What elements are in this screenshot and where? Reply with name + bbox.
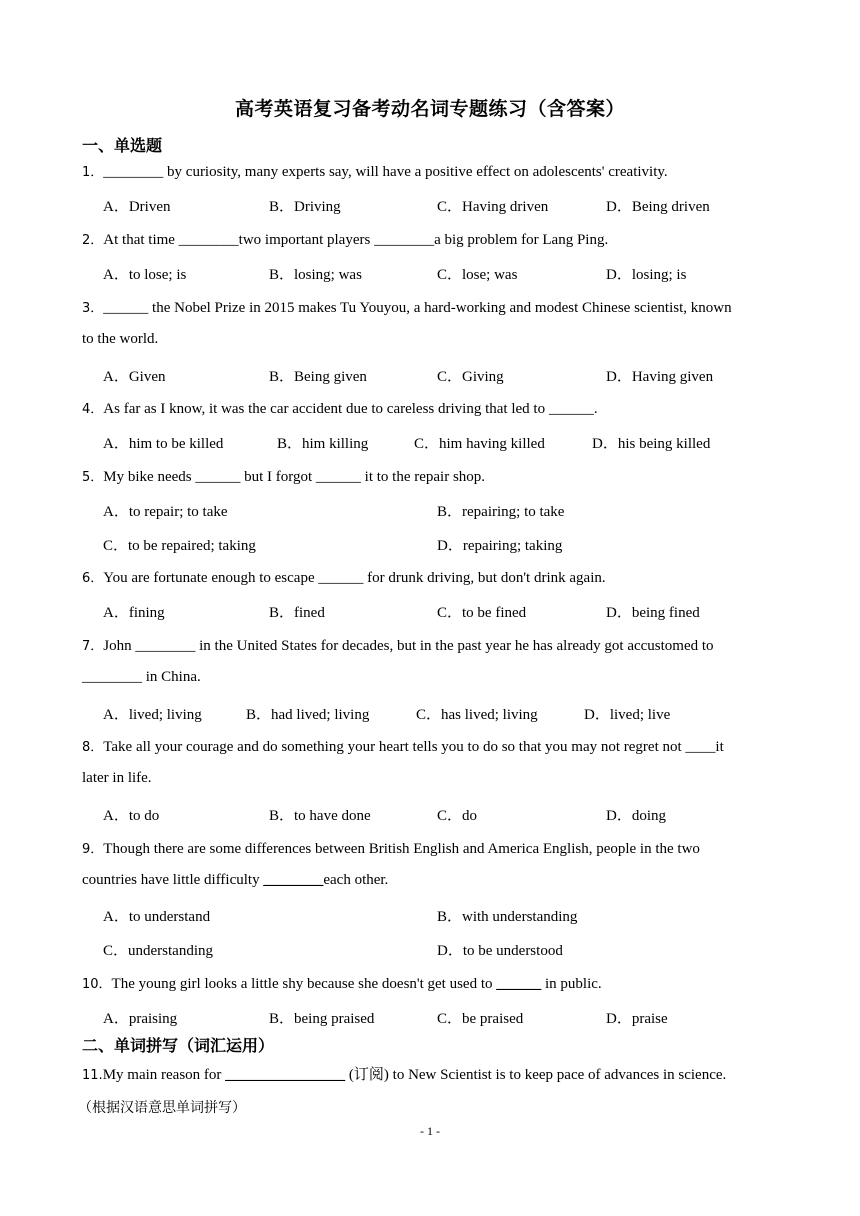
option-a: A．praising: [103, 1011, 178, 1027]
option-a: A．to understand: [103, 909, 211, 925]
option-b: B．fined: [269, 605, 325, 621]
question-10: [82, 973, 602, 993]
option-b: B．being praised: [269, 1011, 375, 1027]
question-text: countries have little difficulty: [82, 872, 264, 888]
option-a: A．fining: [103, 605, 165, 621]
question-text: Take all your courage and do something your heart tells you to do so that you may not regret not ____it: [103, 739, 724, 755]
question-1-options: [103, 195, 803, 215]
option-d: D．to be understood: [437, 943, 563, 959]
question-number: 7．: [82, 639, 104, 654]
option-b: B．with understanding: [437, 909, 578, 925]
page-title: 高考英语复习备考动名词专题练习（含答案）: [234, 98, 625, 120]
question-11: [82, 1063, 726, 1084]
option-a: A．to lose; is: [103, 267, 187, 283]
question-8: [82, 736, 724, 756]
question-4: [82, 398, 598, 418]
question-1: [82, 161, 668, 181]
option-d: D．repairing; taking: [437, 538, 563, 554]
answer-blank: ______: [496, 976, 542, 992]
question-number: 11.: [82, 1068, 103, 1083]
option-a: A．Driven: [103, 199, 171, 215]
question-number: 1．: [82, 165, 104, 180]
question-8-continued: later in life.: [82, 770, 152, 786]
question-text: You are fortunate enough to escape ______ for drunk driving, but don't drink again.: [103, 570, 606, 586]
question-4-options: [103, 432, 803, 452]
question-9-options-row-1: [103, 905, 803, 925]
question-text: As far as I know, it was the car accident due to careless driving that led to ______.: [103, 401, 598, 417]
question-6-options: [103, 601, 803, 621]
question-text: in public.: [541, 976, 602, 992]
question-7: [82, 635, 714, 655]
option-c: C．do: [437, 808, 478, 824]
question-number: 6．: [82, 571, 104, 586]
question-9-options-row-2: [103, 939, 803, 959]
option-d: D．being fined: [606, 605, 700, 621]
question-9: [82, 838, 700, 858]
option-b: B．Being given: [269, 369, 367, 385]
question-7-continued: ________ in China.: [82, 669, 201, 685]
page-number: - 1 -: [420, 1124, 440, 1138]
question-number: 9．: [82, 842, 104, 857]
option-b: B．him killing: [277, 436, 369, 452]
option-c: C．him having killed: [414, 436, 545, 452]
option-c: C．Having driven: [437, 199, 549, 215]
option-c: C．be praised: [437, 1011, 524, 1027]
question-number: 5．: [82, 470, 104, 485]
option-c: C．to be fined: [437, 605, 527, 621]
question-5-options-row-2: [103, 534, 803, 554]
option-b: B．repairing; to take: [437, 504, 565, 520]
question-5: [82, 466, 485, 486]
question-8-options: [103, 804, 803, 824]
option-c: C．Giving: [437, 369, 504, 385]
answer-blank: ________: [263, 872, 324, 888]
question-11-instruction: （根据汉语意思单词拼写）: [78, 1100, 246, 1116]
option-b: B．Driving: [269, 199, 341, 215]
question-text: each other.: [323, 872, 389, 888]
option-c: C．lose; was: [437, 267, 518, 283]
option-b: B．to have done: [269, 808, 371, 824]
question-text: Though there are some differences between British English and America English, people in the two: [103, 841, 700, 857]
section-heading-word-spelling: 二、单词拼写（词汇运用）: [82, 1036, 275, 1055]
question-2: [82, 229, 608, 249]
question-3: [82, 297, 732, 317]
option-a: A．lived; living: [103, 707, 202, 723]
question-text: My main reason for: [102, 1067, 226, 1083]
question-text: ______ the Nobel Prize in 2015 makes Tu Youyou, a hard-working and modest Chinese scientist, known: [103, 300, 732, 316]
option-b: B．losing; was: [269, 267, 362, 283]
option-d: D．praise: [606, 1011, 668, 1027]
option-d: D．lived; live: [584, 707, 671, 723]
option-d: D．his being killed: [592, 436, 711, 452]
question-text: (订阅) to New Scientist is to keep pace of advances in science.: [345, 1067, 727, 1083]
question-6: [82, 567, 606, 587]
option-a: A．to repair; to take: [103, 504, 228, 520]
question-text: At that time ________two important players ________a big problem for Lang Ping.: [103, 232, 609, 248]
question-text: The young girl looks a little shy because she doesn't get used to: [111, 976, 497, 992]
question-number: 2．: [82, 233, 104, 248]
option-b: B．had lived; living: [246, 707, 370, 723]
question-number: 3．: [82, 301, 104, 316]
question-number: 10．: [82, 977, 112, 992]
option-a: A．him to be killed: [103, 436, 224, 452]
option-d: D．Being driven: [606, 199, 710, 215]
answer-blank: ________________: [225, 1067, 346, 1083]
question-text: My bike needs ______ but I forgot ______ it to the repair shop.: [103, 469, 486, 485]
question-3-options: [103, 365, 803, 385]
question-number: 8．: [82, 740, 104, 755]
option-c: C．understanding: [103, 943, 213, 959]
option-c: C．has lived; living: [416, 707, 538, 723]
question-7-options: [103, 703, 803, 723]
option-a: A．Given: [103, 369, 166, 385]
option-c: C．to be repaired; taking: [103, 538, 256, 554]
question-number: 4．: [82, 402, 104, 417]
question-10-options: [103, 1007, 803, 1027]
question-3-continued: to the world.: [82, 331, 159, 347]
option-d: D．losing; is: [606, 267, 687, 283]
question-text: John ________ in the United States for decades, but in the past year he has already got accustomed to: [103, 638, 714, 654]
option-d: D．Having given: [606, 369, 714, 385]
section-heading-single-choice: 一、单选题: [82, 136, 163, 155]
option-a: A．to do: [103, 808, 160, 824]
option-d: D．doing: [606, 808, 667, 824]
question-9-continued: [82, 872, 388, 889]
question-5-options-row-1: [103, 500, 803, 520]
question-text: ________ by curiosity, many experts say, will have a positive effect on adolescents' creativity.: [103, 164, 668, 180]
question-2-options: [103, 263, 803, 283]
